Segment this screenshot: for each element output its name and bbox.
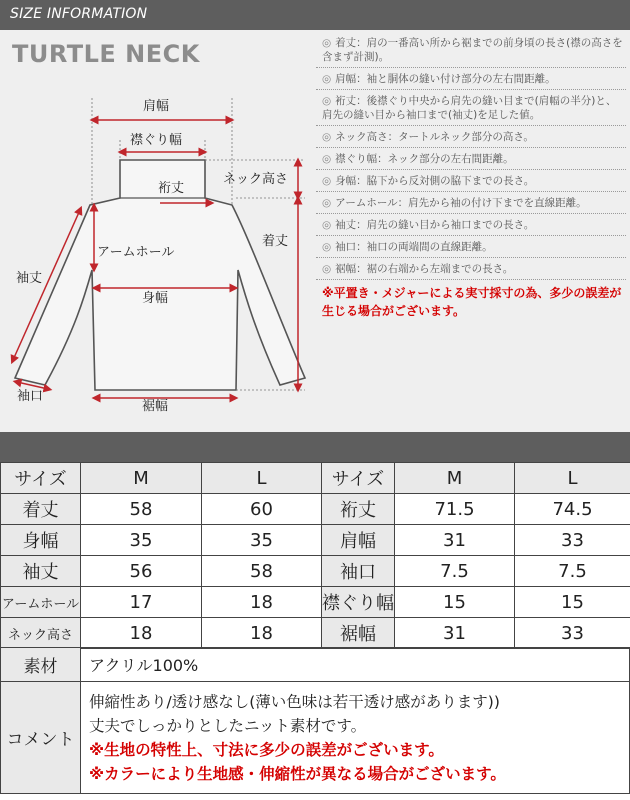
cell-value: 60 <box>202 494 322 525</box>
cell-value: 58 <box>81 494 202 525</box>
bullet-icon: ◎ <box>322 37 332 49</box>
cell-value: 56 <box>81 556 202 587</box>
cell-value: 18 <box>81 618 202 649</box>
table-row <box>1 587 630 618</box>
note-item: ◎ 肩幅：袖と胴体の縫い付け部分の左右間距離。 <box>316 72 626 90</box>
bullet-icon: ◎ <box>322 95 332 107</box>
note-item: ◎ 袖丈：肩先の縫い目から袖口までの長さ。 <box>316 218 626 236</box>
note-item: ◎ アームホール：肩先から袖の付け下までを直線距離。 <box>316 196 626 214</box>
label-armhole: アームホール <box>97 245 175 260</box>
comment-warning: ※カラーにより生地感・伸縮性が異なる場合がございます。 <box>89 764 506 783</box>
comment-warning: ※生地の特性上、寸法に多少の誤差がございます。 <box>89 740 444 759</box>
cell-value: 17 <box>81 587 202 618</box>
cell-value: 33 <box>515 618 630 649</box>
row-label: 袖丈 <box>1 556 81 587</box>
garment-diagram <box>0 80 320 420</box>
size-header-right: サイズ <box>322 463 395 494</box>
note-item: ◎ 裾幅：裾の右端から左端までの長さ。 <box>316 262 626 280</box>
label-body-width: 身幅 <box>142 291 169 306</box>
measurement-notes <box>316 36 626 320</box>
size-l-header: L <box>515 463 630 494</box>
product-title: TURTLE NECK <box>12 40 200 68</box>
caution-text: ※平置き・メジャーによる実寸採寸の為、多少の誤差が生じる場合がございます。 <box>322 286 622 318</box>
bullet-icon: ◎ <box>322 73 332 85</box>
material-label: 素材 <box>1 648 81 682</box>
bullet-icon: ◎ <box>322 241 332 253</box>
note-item: ◎ 袖口：袖口の両端間の直線距離。 <box>316 240 626 258</box>
note-item: ◎ 着丈：肩の一番高い所から裾までの前身頃の長さ(襟の高さを含まず計測)。 <box>316 36 626 68</box>
material-row <box>1 648 630 682</box>
table-row <box>1 525 630 556</box>
cell-value: 7.5 <box>515 556 630 587</box>
label-neck-width: 襟ぐり幅 <box>130 133 183 148</box>
row-label: ネック高さ <box>1 618 81 649</box>
label-sleeve: 袖丈 <box>16 271 43 286</box>
note-item: ◎ 裄丈：後襟ぐり中央から肩先の縫い目まで(肩幅の半分)と、肩先の縫い目から袖口まで(袖丈)を足した値。 <box>316 94 626 126</box>
row-label: 裾幅 <box>322 618 395 649</box>
size-header-left: サイズ <box>1 463 81 494</box>
label-neck-height: ネック高さ <box>223 172 289 187</box>
row-label: 襟ぐり幅 <box>322 587 395 618</box>
cell-value: 35 <box>81 525 202 556</box>
note-item: ◎ 襟ぐり幅：ネック部分の左右間距離。 <box>316 152 626 170</box>
row-label: 着丈 <box>1 494 81 525</box>
size-information-header <box>0 0 630 30</box>
row-label: 袖口 <box>322 556 395 587</box>
header-label: SIZE INFORMATION <box>10 6 148 22</box>
bullet-icon: ◎ <box>322 197 332 209</box>
size-m-header: M <box>395 463 515 494</box>
label-hem: 裾幅 <box>142 399 169 414</box>
table-row <box>1 618 630 649</box>
row-label: 身幅 <box>1 525 81 556</box>
row-label: 肩幅 <box>322 525 395 556</box>
bullet-icon: ◎ <box>322 153 332 165</box>
label-cuff: 袖口 <box>17 389 44 404</box>
comment-label: コメント <box>1 682 81 794</box>
bullet-icon: ◎ <box>322 219 332 231</box>
cell-value: 18 <box>202 618 322 649</box>
cell-value: 15 <box>515 587 630 618</box>
comment-body <box>81 682 630 794</box>
cell-value: 35 <box>202 525 322 556</box>
cell-value: 7.5 <box>395 556 515 587</box>
bullet-icon: ◎ <box>322 131 332 143</box>
cell-value: 31 <box>395 618 515 649</box>
size-l-header: L <box>202 463 322 494</box>
note-item: ◎ 身幅：脇下から反対側の脇下までの長さ。 <box>316 174 626 192</box>
row-label: 裄丈 <box>322 494 395 525</box>
material-value: アクリル100% <box>81 648 630 682</box>
cell-value: 58 <box>202 556 322 587</box>
label-shoulder: 肩幅 <box>143 99 170 114</box>
size-m-header: M <box>81 463 202 494</box>
table-row <box>1 494 630 525</box>
note-item: ◎ ネック高さ：タートルネック部分の高さ。 <box>316 130 626 148</box>
comment-line: 丈夫でしっかりとしたニット素材です。 <box>89 716 367 735</box>
label-yuki: 裄丈 <box>158 181 185 196</box>
cell-value: 33 <box>515 525 630 556</box>
size-table <box>0 462 630 649</box>
section-divider <box>0 432 630 462</box>
row-label: アームホール <box>1 587 81 618</box>
comment-line: 伸縮性あり/透け感なし(薄い色味は若干透け感があります)) <box>89 692 500 711</box>
cell-value: 71.5 <box>395 494 515 525</box>
label-length: 着丈 <box>262 234 289 249</box>
cell-value: 74.5 <box>515 494 630 525</box>
cell-value: 15 <box>395 587 515 618</box>
table-row <box>1 556 630 587</box>
cell-value: 31 <box>395 525 515 556</box>
bullet-icon: ◎ <box>322 175 332 187</box>
table-header-row <box>1 463 630 494</box>
cell-value: 18 <box>202 587 322 618</box>
product-info-table <box>0 647 630 794</box>
comment-row <box>1 682 630 794</box>
bullet-icon: ◎ <box>322 263 332 275</box>
